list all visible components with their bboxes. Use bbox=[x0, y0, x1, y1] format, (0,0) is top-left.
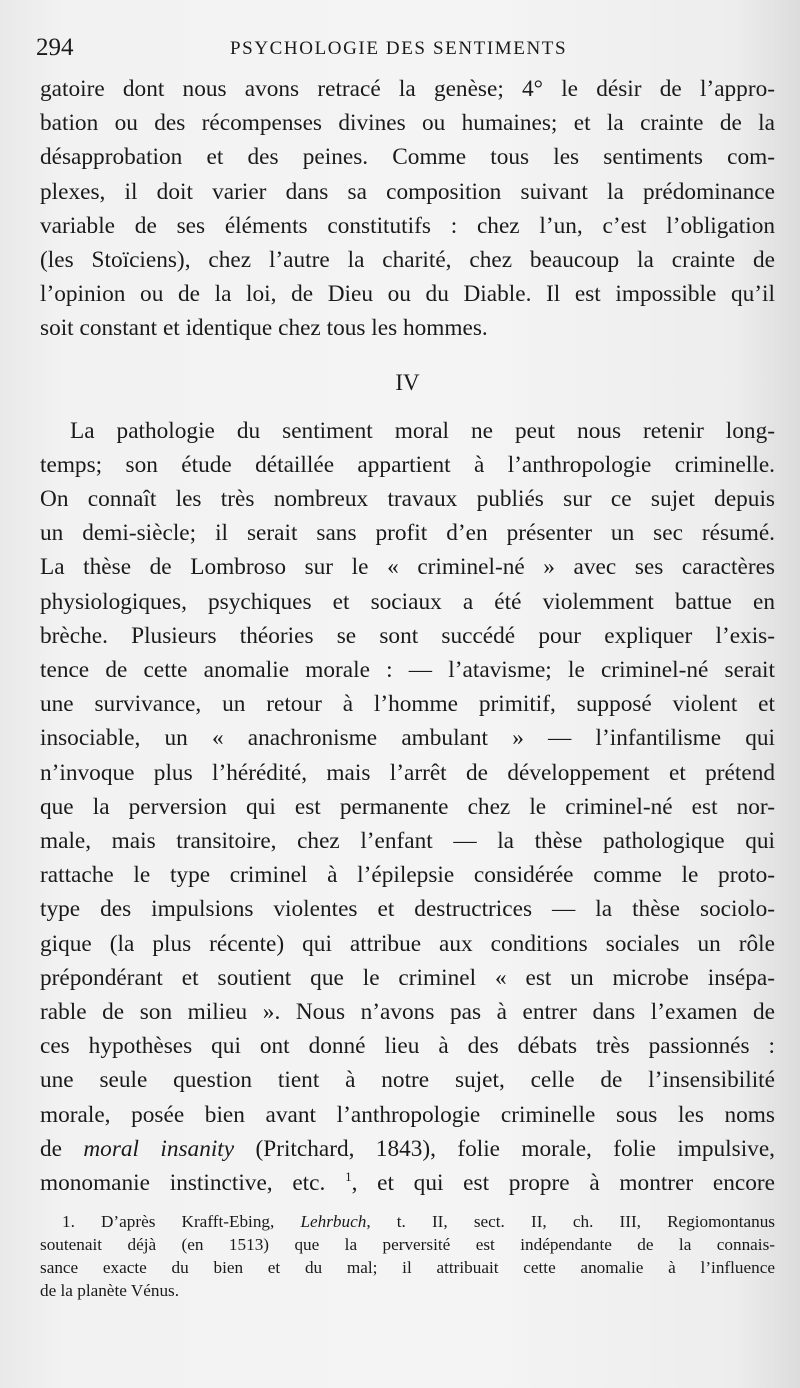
text-line: l’opinion ou de la loi, de Dieu ou du Diable. Il est impossible qu’il bbox=[40, 281, 775, 308]
text-line: brèche. Plusieurs théories se sont succédé pour expliquer l’exis- bbox=[40, 622, 775, 649]
text-line: que la perversion qui est permanente chez le criminel-né est nor- bbox=[40, 793, 775, 820]
section-heading: IV bbox=[395, 369, 420, 395]
italic-title: Lehrbuch bbox=[300, 1212, 367, 1232]
text-line: n’invoque plus l’hérédité, mais l’arrêt de développement et prétend bbox=[40, 759, 775, 786]
text-line: gique (la plus récente) qui attribue aux conditions sociales un rôle bbox=[40, 930, 775, 957]
text-line: On connaît les très nombreux travaux publiés sur ce sujet depuis bbox=[40, 486, 775, 513]
text-line: un demi-siècle; il serait sans profit d’en présenter un sec résumé. bbox=[40, 520, 775, 547]
text-line: La pathologie du sentiment moral ne peut nous retenir long- bbox=[70, 417, 775, 444]
text-fragment: , t. II, sect. II, ch. III, Regiomontanus bbox=[366, 1212, 775, 1232]
text-line bbox=[40, 1166, 775, 1200]
text-line bbox=[40, 1210, 775, 1233]
text-line: morale, posée bien avant l’anthropologie criminelle sous les noms bbox=[40, 1101, 775, 1128]
text-line: variable de ses éléments constitutifs : chez l’un, c’est l’obligation bbox=[40, 212, 775, 239]
text-fragment: de bbox=[40, 1135, 84, 1162]
text-line: de la planète Vénus. bbox=[40, 1281, 180, 1301]
running-head bbox=[36, 30, 775, 72]
text-line: bation ou des récompenses divines ou humaines; et la crainte de la bbox=[40, 110, 775, 137]
text-line: soit constant et identique chez tous les hommes. bbox=[40, 315, 488, 342]
text-line: prépondérant et soutient que le criminel « est un microbe insépa- bbox=[40, 964, 775, 991]
italic-title: moral insanity bbox=[83, 1135, 235, 1162]
footnote-marker: 1 bbox=[345, 1169, 352, 1185]
text-line bbox=[40, 1132, 775, 1166]
text-line: rattache le type criminel à l’épilepsie considérée comme le proto- bbox=[40, 862, 775, 889]
page-number: 294 bbox=[36, 34, 74, 61]
text-line: insociable, un « anachronisme ambulant » — l’infantilisme qui bbox=[40, 725, 775, 752]
text-line: une survivance, un retour à l’homme primitif, supposé violent et bbox=[40, 691, 775, 718]
text-line: temps; son étude détaillée appartient à l’anthropologie criminelle. bbox=[40, 451, 775, 478]
text-line: une seule question tient à notre sujet, celle de l’insensibilité bbox=[40, 1067, 775, 1094]
text-line: plexes, il doit varier dans sa composition suivant la prédominance bbox=[40, 178, 775, 205]
text-fragment: 1. D’après Krafft-Ebing, bbox=[62, 1212, 301, 1232]
text-line: La thèse de Lombroso sur le « criminel-né » avec ses caractères bbox=[40, 554, 775, 581]
text-line: désapprobation et des peines. Comme tous les sentiments com- bbox=[40, 144, 775, 171]
text-line: (les Stoïciens), chez l’autre la charité, chez beaucoup la crainte de bbox=[40, 247, 775, 274]
text-line: type des impulsions violentes et destructrices — la thèse sociolo- bbox=[40, 896, 775, 923]
text-line: soutenait déjà (en 1513) que la perversité est indépendante de la connais- bbox=[40, 1235, 775, 1255]
text-line: sance exacte du bien et du mal; il attribuait cette anomalie à l’influence bbox=[40, 1258, 775, 1278]
text-fragment: , et qui est propre à montrer encore bbox=[351, 1170, 775, 1197]
text-line: tence de cette anomalie morale : — l’atavisme; le criminel-né serait bbox=[40, 657, 775, 684]
running-title: PSYCHOLOGIE DES SENTIMENTS bbox=[230, 38, 568, 59]
text-line: rable de son milieu ». Nous n’avons pas à entrer dans l’examen de bbox=[40, 999, 775, 1026]
page bbox=[36, 30, 775, 1302]
paragraph-1 bbox=[40, 72, 775, 346]
text-line: male, mais transitoire, chez l’enfant — la thèse pathologique qui bbox=[40, 828, 775, 855]
footnote-1 bbox=[40, 1210, 775, 1302]
text-line: ces hypothèses qui ont donné lieu à des débats très passionnés : bbox=[40, 1033, 775, 1060]
text-line: physiologiques, psychiques et sociaux a été violemment battue en bbox=[40, 588, 775, 615]
footnotes bbox=[40, 1210, 775, 1302]
text-line: gatoire dont nous avons retracé la genèse; 4° le désir de l’appro- bbox=[40, 76, 775, 102]
paragraph-2 bbox=[40, 414, 775, 1201]
text-fragment: (Pritchard, 1843), folie morale, folie impulsive, bbox=[234, 1135, 775, 1162]
text-fragment: monomanie instinctive, etc. bbox=[40, 1170, 346, 1197]
